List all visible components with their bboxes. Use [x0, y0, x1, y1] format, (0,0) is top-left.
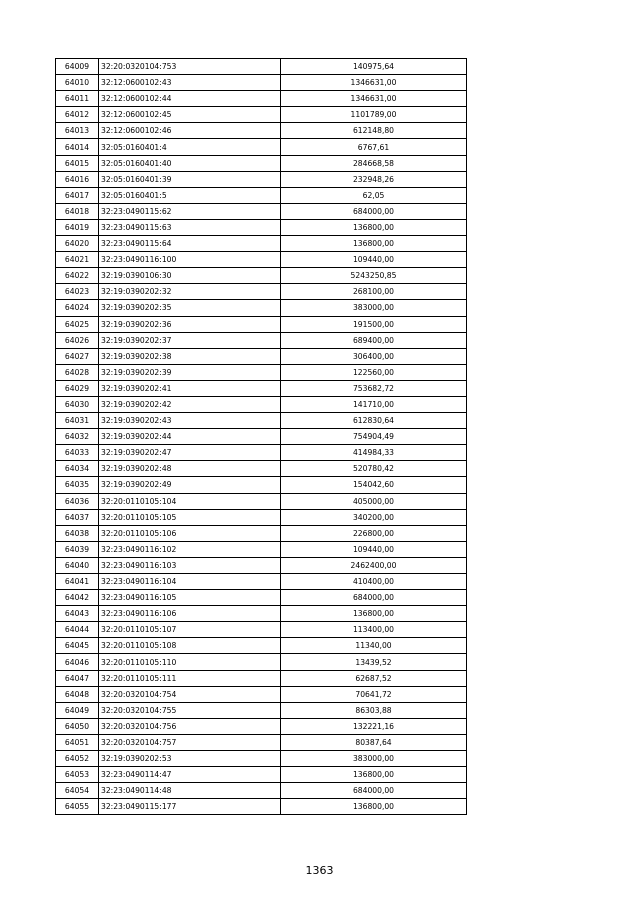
- value-cell: 226800,00: [281, 525, 467, 541]
- table-row: [56, 702, 467, 718]
- cadastral-number-cell: 32:05:0160401:39: [99, 171, 281, 187]
- table-row: [56, 187, 467, 203]
- cadastral-number-cell: 32:19:0390202:35: [99, 300, 281, 316]
- row-number-cell: 64012: [56, 107, 99, 123]
- table-row: [56, 799, 467, 815]
- cadastral-number-cell: 32:12:0600102:44: [99, 91, 281, 107]
- table-row: [56, 525, 467, 541]
- cadastral-number-cell: 32:19:0390202:43: [99, 413, 281, 429]
- table-row: [56, 252, 467, 268]
- value-cell: 268100,00: [281, 284, 467, 300]
- row-number-cell: 64041: [56, 574, 99, 590]
- table-row: [56, 493, 467, 509]
- value-cell: 109440,00: [281, 252, 467, 268]
- cadastral-number-cell: 32:23:0490116:100: [99, 252, 281, 268]
- table-row: [56, 654, 467, 670]
- cadastral-number-cell: 32:20:0110105:107: [99, 622, 281, 638]
- cadastral-number-cell: 32:20:0110105:104: [99, 493, 281, 509]
- cadastral-number-cell: 32:23:0490114:48: [99, 783, 281, 799]
- cadastral-number-cell: 32:23:0490115:63: [99, 219, 281, 235]
- row-number-cell: 64031: [56, 413, 99, 429]
- cadastral-number-cell: 32:19:0390202:32: [99, 284, 281, 300]
- row-number-cell: 64033: [56, 445, 99, 461]
- cadastral-number-cell: 32:19:0390202:44: [99, 429, 281, 445]
- table-row: [56, 75, 467, 91]
- table-row: [56, 686, 467, 702]
- cadastral-number-cell: 32:20:0110105:110: [99, 654, 281, 670]
- value-cell: 141710,00: [281, 396, 467, 412]
- row-number-cell: 64029: [56, 380, 99, 396]
- row-number-cell: 64050: [56, 718, 99, 734]
- value-cell: 340200,00: [281, 509, 467, 525]
- table-row: [56, 396, 467, 412]
- table-row: [56, 219, 467, 235]
- registry-table: [55, 58, 467, 815]
- table-row: [56, 670, 467, 686]
- row-number-cell: 64034: [56, 461, 99, 477]
- table-row: [56, 59, 467, 75]
- cadastral-number-cell: 32:19:0390202:38: [99, 348, 281, 364]
- value-cell: 383000,00: [281, 751, 467, 767]
- row-number-cell: 64038: [56, 525, 99, 541]
- value-cell: 122560,00: [281, 364, 467, 380]
- value-cell: 136800,00: [281, 219, 467, 235]
- value-cell: 80387,64: [281, 734, 467, 750]
- row-number-cell: 64051: [56, 734, 99, 750]
- value-cell: 414984,33: [281, 445, 467, 461]
- table-row: [56, 445, 467, 461]
- table-row: [56, 461, 467, 477]
- value-cell: 154042,60: [281, 477, 467, 493]
- row-number-cell: 64020: [56, 236, 99, 252]
- cadastral-number-cell: 32:05:0160401:5: [99, 187, 281, 203]
- value-cell: 13439,52: [281, 654, 467, 670]
- table-row: [56, 316, 467, 332]
- cadastral-number-cell: 32:19:0390106:30: [99, 268, 281, 284]
- cadastral-number-cell: 32:23:0490115:64: [99, 236, 281, 252]
- cadastral-number-cell: 32:20:0320104:757: [99, 734, 281, 750]
- value-cell: 136800,00: [281, 767, 467, 783]
- cadastral-number-cell: 32:19:0390202:47: [99, 445, 281, 461]
- table-row: [56, 477, 467, 493]
- table-row: [56, 139, 467, 155]
- row-number-cell: 64042: [56, 590, 99, 606]
- table-row: [56, 268, 467, 284]
- value-cell: 62687,52: [281, 670, 467, 686]
- row-number-cell: 64024: [56, 300, 99, 316]
- cadastral-number-cell: 32:12:0600102:43: [99, 75, 281, 91]
- table-row: [56, 413, 467, 429]
- table-row: [56, 300, 467, 316]
- cadastral-number-cell: 32:20:0110105:106: [99, 525, 281, 541]
- cadastral-number-cell: 32:23:0490114:47: [99, 767, 281, 783]
- table-row: [56, 332, 467, 348]
- row-number-cell: 64030: [56, 396, 99, 412]
- value-cell: 2462400,00: [281, 557, 467, 573]
- row-number-cell: 64025: [56, 316, 99, 332]
- cadastral-number-cell: 32:23:0490116:104: [99, 574, 281, 590]
- cadastral-number-cell: 32:23:0490115:62: [99, 203, 281, 219]
- cadastral-number-cell: 32:20:0110105:105: [99, 509, 281, 525]
- table-row: [56, 638, 467, 654]
- value-cell: 136800,00: [281, 606, 467, 622]
- value-cell: 405000,00: [281, 493, 467, 509]
- row-number-cell: 64039: [56, 541, 99, 557]
- cadastral-number-cell: 32:12:0600102:46: [99, 123, 281, 139]
- value-cell: 684000,00: [281, 590, 467, 606]
- table-row: [56, 751, 467, 767]
- table-row: [56, 767, 467, 783]
- cadastral-number-cell: 32:20:0320104:754: [99, 686, 281, 702]
- value-cell: 62,05: [281, 187, 467, 203]
- cadastral-number-cell: 32:23:0490116:105: [99, 590, 281, 606]
- table-row: [56, 606, 467, 622]
- cadastral-number-cell: 32:23:0490116:106: [99, 606, 281, 622]
- value-cell: 1346631,00: [281, 91, 467, 107]
- row-number-cell: 64023: [56, 284, 99, 300]
- row-number-cell: 64009: [56, 59, 99, 75]
- row-number-cell: 64055: [56, 799, 99, 815]
- table-row: [56, 123, 467, 139]
- value-cell: 86303,88: [281, 702, 467, 718]
- cadastral-number-cell: 32:23:0490116:103: [99, 557, 281, 573]
- table-row: [56, 348, 467, 364]
- table-row: [56, 590, 467, 606]
- value-cell: 520780,42: [281, 461, 467, 477]
- table-row: [56, 155, 467, 171]
- row-number-cell: 64040: [56, 557, 99, 573]
- value-cell: 383000,00: [281, 300, 467, 316]
- table-row: [56, 429, 467, 445]
- cadastral-number-cell: 32:23:0490115:177: [99, 799, 281, 815]
- row-number-cell: 64054: [56, 783, 99, 799]
- row-number-cell: 64019: [56, 219, 99, 235]
- row-number-cell: 64045: [56, 638, 99, 654]
- row-number-cell: 64011: [56, 91, 99, 107]
- value-cell: 1101789,00: [281, 107, 467, 123]
- value-cell: 70641,72: [281, 686, 467, 702]
- cadastral-number-cell: 32:19:0390202:39: [99, 364, 281, 380]
- row-number-cell: 64049: [56, 702, 99, 718]
- value-cell: 109440,00: [281, 541, 467, 557]
- table-row: [56, 557, 467, 573]
- value-cell: 612148,80: [281, 123, 467, 139]
- cadastral-number-cell: 32:19:0390202:42: [99, 396, 281, 412]
- value-cell: 132221,16: [281, 718, 467, 734]
- table-row: [56, 284, 467, 300]
- row-number-cell: 64021: [56, 252, 99, 268]
- row-number-cell: 64026: [56, 332, 99, 348]
- value-cell: 1346631,00: [281, 75, 467, 91]
- table-row: [56, 622, 467, 638]
- value-cell: 754904,49: [281, 429, 467, 445]
- row-number-cell: 64052: [56, 751, 99, 767]
- cadastral-number-cell: 32:19:0390202:49: [99, 477, 281, 493]
- table-row: [56, 171, 467, 187]
- row-number-cell: 64046: [56, 654, 99, 670]
- row-number-cell: 64027: [56, 348, 99, 364]
- cadastral-number-cell: 32:19:0390202:36: [99, 316, 281, 332]
- value-cell: 136800,00: [281, 799, 467, 815]
- row-number-cell: 64017: [56, 187, 99, 203]
- table-row: [56, 574, 467, 590]
- table-row: [56, 364, 467, 380]
- value-cell: 684000,00: [281, 783, 467, 799]
- value-cell: 689400,00: [281, 332, 467, 348]
- value-cell: 612830,64: [281, 413, 467, 429]
- row-number-cell: 64016: [56, 171, 99, 187]
- value-cell: 140975,64: [281, 59, 467, 75]
- cadastral-number-cell: 32:23:0490116:102: [99, 541, 281, 557]
- table-row: [56, 718, 467, 734]
- value-cell: 113400,00: [281, 622, 467, 638]
- cadastral-number-cell: 32:12:0600102:45: [99, 107, 281, 123]
- table-row: [56, 236, 467, 252]
- value-cell: 410400,00: [281, 574, 467, 590]
- value-cell: 5243250,85: [281, 268, 467, 284]
- row-number-cell: 64035: [56, 477, 99, 493]
- cadastral-number-cell: 32:19:0390202:37: [99, 332, 281, 348]
- value-cell: 684000,00: [281, 203, 467, 219]
- row-number-cell: 64028: [56, 364, 99, 380]
- row-number-cell: 64022: [56, 268, 99, 284]
- row-number-cell: 64047: [56, 670, 99, 686]
- value-cell: 306400,00: [281, 348, 467, 364]
- cadastral-number-cell: 32:20:0320104:753: [99, 59, 281, 75]
- row-number-cell: 64043: [56, 606, 99, 622]
- row-number-cell: 64044: [56, 622, 99, 638]
- page-number: 1363: [305, 864, 334, 877]
- table-row: [56, 783, 467, 799]
- table-row: [56, 107, 467, 123]
- value-cell: 191500,00: [281, 316, 467, 332]
- table-row: [56, 91, 467, 107]
- cadastral-number-cell: 32:19:0390202:41: [99, 380, 281, 396]
- cadastral-number-cell: 32:20:0320104:756: [99, 718, 281, 734]
- value-cell: 6767,61: [281, 139, 467, 155]
- cadastral-number-cell: 32:20:0110105:111: [99, 670, 281, 686]
- cadastral-number-cell: 32:20:0320104:755: [99, 702, 281, 718]
- row-number-cell: 64010: [56, 75, 99, 91]
- table-row: [56, 734, 467, 750]
- value-cell: 284668,58: [281, 155, 467, 171]
- row-number-cell: 64048: [56, 686, 99, 702]
- row-number-cell: 64032: [56, 429, 99, 445]
- cadastral-number-cell: 32:19:0390202:48: [99, 461, 281, 477]
- value-cell: 753682,72: [281, 380, 467, 396]
- value-cell: 136800,00: [281, 236, 467, 252]
- registry-table-body: [56, 59, 467, 815]
- row-number-cell: 64053: [56, 767, 99, 783]
- table-row: [56, 380, 467, 396]
- cadastral-number-cell: 32:05:0160401:40: [99, 155, 281, 171]
- value-cell: 11340,00: [281, 638, 467, 654]
- cadastral-number-cell: 32:05:0160401:4: [99, 139, 281, 155]
- row-number-cell: 64013: [56, 123, 99, 139]
- cadastral-number-cell: 32:20:0110105:108: [99, 638, 281, 654]
- table-row: [56, 203, 467, 219]
- cadastral-number-cell: 32:19:0390202:53: [99, 751, 281, 767]
- table-row: [56, 541, 467, 557]
- row-number-cell: 64018: [56, 203, 99, 219]
- table-row: [56, 509, 467, 525]
- row-number-cell: 64015: [56, 155, 99, 171]
- row-number-cell: 64037: [56, 509, 99, 525]
- value-cell: 232948,26: [281, 171, 467, 187]
- row-number-cell: 64014: [56, 139, 99, 155]
- row-number-cell: 64036: [56, 493, 99, 509]
